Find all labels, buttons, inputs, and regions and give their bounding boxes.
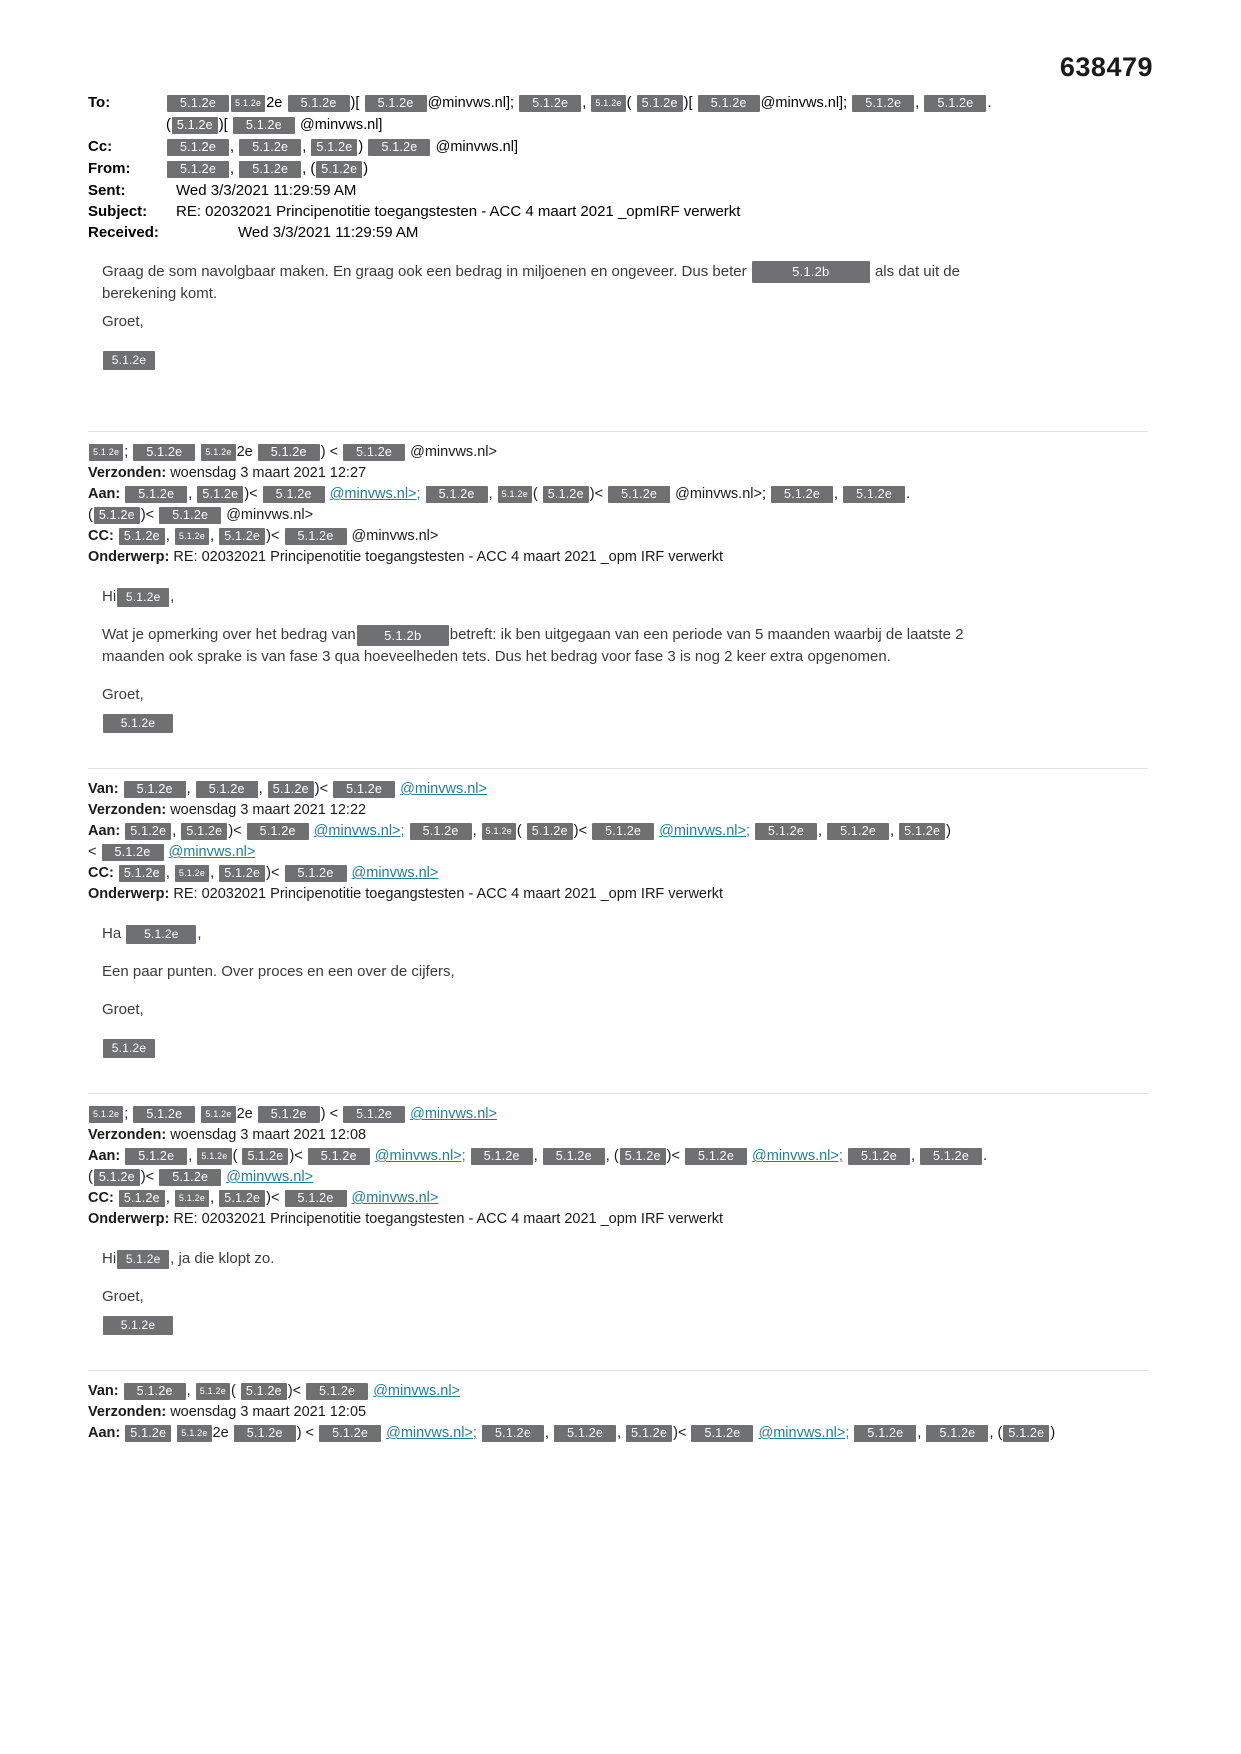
redaction-bar-amount: 5.1.2b [357,625,449,646]
quote3-aan: Aan: 5.1.2e , 5.1.2e ( 5.1.2e )< 5.1.2e @minvws.nl>; 5.1.2e , 5.1.2e , ( 5.1.2e )< 5.1.2e @minvws.nl>; 5.1.2e , 5.1.2e . [88,1148,988,1165]
redaction-bar: 5.1.2e [117,588,169,607]
quote1-cc: CC: 5.1.2e , 5.1.2e , 5.1.2e )< 5.1.2e @minvws.nl> [88,528,439,545]
quote1-aan: Aan: 5.1.2e , 5.1.2e )< 5.1.2e @minvws.nl>; 5.1.2e , 5.1.2e ( 5.1.2e )< 5.1.2e @minvws.nl>; 5.1.2e , 5.1.2e . [88,486,911,503]
redaction-bar: 5.1.2e [288,95,350,112]
to-value-continued: ( 5.1.2e )[ 5.1.2e @minvws.nl] [166,117,383,133]
redaction-bar: 5.1.2e [167,139,229,156]
redaction-bar: 5.1.2e [219,528,265,545]
redaction-bar: 5.1.2e [196,781,258,798]
onderwerp-value: RE: 02032021 Principenotitie toegangstesten - ACC 4 maart 2021 _opm IRF verwerkt [173,1211,724,1228]
quote2-onderwerp [88,884,1148,905]
quote2-mail-1[interactable]: @minvws.nl>; [313,823,405,840]
quote3-hi: Hi [102,1250,117,1268]
quote2-van: Van: 5.1.2e , 5.1.2e , 5.1.2e )< 5.1.2e @minvws.nl> [88,781,487,798]
redaction-bar: 5.1.2e [197,486,243,503]
redaction-bar: 5.1.2e [117,1250,169,1269]
redaction-bar: 5.1.2e [333,781,395,798]
verzonden-label: Verzonden: [88,1404,167,1421]
quote1-p1a: Wat je opmerking over het bedrag van [102,626,356,644]
redaction-bar: 5.1.2e [119,1190,165,1207]
quote3-mail-1[interactable]: @minvws.nl>; [374,1148,466,1165]
redaction-bar: 5.1.2e [626,1425,672,1442]
quote3-greeting-line [102,1248,1148,1270]
redaction-bar: 5.1.2e [771,486,833,503]
redaction-bar: 5.1.2e [119,865,165,882]
header-row-subject [88,201,1148,222]
redaction-bar: 5.1.2e [843,486,905,503]
redaction-bar: 5.1.2e [133,444,195,461]
quote2-greeting-line [102,923,1148,945]
verzonden-label: Verzonden: [88,1127,167,1144]
onderwerp-label: Onderwerp: [88,886,170,903]
message1-paragraph [102,261,1148,305]
quote1-domain: @minvws.nl> [410,444,497,461]
redaction-bar: 5.1.2e [482,1425,544,1442]
quote1-hi: Hi [102,588,117,606]
redaction-bar: 5.1.2e [247,823,309,840]
redaction-bar: 5.1.2e [201,1106,235,1123]
cc-value: 5.1.2e , 5.1.2e , 5.1.2e ) 5.1.2e @minvws.nl] [166,136,1148,158]
header-row-received [88,222,1148,243]
van-label: Van: [88,1383,119,1400]
redaction-bar: 5.1.2e [234,1425,296,1442]
redaction-bar: 5.1.2e [285,865,347,882]
redaction-bar: 5.1.2e [125,1425,171,1442]
redaction-bar: 5.1.2e [519,95,581,112]
redaction-bar: 5.1.2e [306,1383,368,1400]
redaction-bar: 5.1.2e [698,95,760,112]
from-value: 5.1.2e , 5.1.2e , ( 5.1.2e ) [166,158,1148,180]
redaction-bar: 5.1.2e [175,1190,209,1207]
quote4-van: Van: 5.1.2e , 5.1.2e ( 5.1.2e )< 5.1.2e @minvws.nl> [88,1383,461,1400]
redaction-bar: 5.1.2e [181,823,227,840]
to-domain-3: @minvws.nl] [300,117,383,133]
redaction-bar: 5.1.2e [543,1148,605,1165]
to-label: To: [88,94,111,111]
to-domain-2: @minvws.nl]; [760,95,848,111]
redaction-bar: 5.1.2e [89,1106,123,1123]
quote4-mail-2[interactable]: @minvws.nl>; [758,1425,850,1442]
from-label: From: [88,160,131,177]
redaction-bar: 5.1.2e [94,1169,140,1186]
quote1-mail-3: @minvws.nl> [226,507,314,524]
quote2-mail-cc[interactable]: @minvws.nl> [351,865,439,882]
redaction-bar: 5.1.2e [201,444,235,461]
redaction-bar: 5.1.2e [177,1425,211,1442]
redaction-bar: 5.1.2e [755,823,817,840]
verzonden-value: woensdag 3 maart 2021 12:05 [170,1404,367,1421]
redaction-bar: 5.1.2e [592,823,654,840]
redaction-bar: 5.1.2e [124,781,186,798]
message-body-4 [88,1248,1148,1336]
quote4-verzonden [88,1402,1148,1423]
quote4-mail-1[interactable]: @minvws.nl>; [386,1425,477,1442]
redaction-bar: 5.1.2e [219,1190,265,1207]
redaction-bar: 5.1.2e [343,444,405,461]
quote2-domain[interactable]: @minvws.nl> [400,781,487,798]
verzonden-value: woensdag 3 maart 2021 12:27 [170,465,367,482]
divider [88,1093,1148,1094]
redaction-bar: 5.1.2e [368,139,430,156]
redaction-bar: 5.1.2e [197,1148,231,1165]
divider [88,1370,1148,1371]
quote2-greeting: Groet, [102,1001,144,1019]
redaction-bar: 5.1.2e [426,486,488,503]
quote1-p1b: betreft: ik ben uitgegaan van een periode van 5 maanden waarbij de laatste 2 [449,626,964,644]
redaction-bar: 5.1.2e [685,1148,747,1165]
header-row-sent [88,180,1148,201]
quote3-mail-3[interactable]: @minvws.nl> [226,1169,314,1186]
redaction-bar: 5.1.2e [924,95,986,112]
message1-greeting: Groet, [102,313,144,331]
aan-label: Aan: [88,823,121,840]
divider [88,431,1148,432]
aan-label: Aan: [88,1425,121,1442]
redaction-bar-signature: 5.1.2e [103,1316,173,1335]
quote-header-4 [88,1381,1148,1444]
quote3-mail-2[interactable]: @minvws.nl>; [752,1148,843,1165]
subject-label: Subject: [88,203,148,220]
redaction-bar-signature: 5.1.2e [103,351,155,370]
message1-line1b: als dat uit de [874,263,960,280]
redaction-bar: 5.1.2e [126,925,196,944]
quote1-p2: maanden ook sprake is van fase 3 qua hoeveelheden tets. Dus het bedrag voor fase 3 is nog 2 keer extra opgenomen. [102,648,891,666]
quote1-from-line: 5.1.2e ; 5.1.2e 5.1.2e 2e 5.1.2e ) < 5.1.2e @minvws.nl> [88,442,1148,463]
redaction-bar: 5.1.2e [102,844,164,861]
quote2-ha-end: , [197,925,202,943]
quote-header-2 [88,779,1148,905]
verzonden-value: woensdag 3 maart 2021 12:08 [170,1127,367,1144]
quote3-mail-cc[interactable]: @minvws.nl> [351,1190,439,1207]
quote2-mail-2[interactable]: @minvws.nl>; [659,823,750,840]
redaction-bar: 5.1.2e [258,444,320,461]
redaction-bar: 5.1.2e [316,161,362,178]
van-label: Van: [88,781,119,798]
redaction-bar: 5.1.2e [899,823,945,840]
redaction-bar: 5.1.2e [258,1106,320,1123]
sent-label: Sent: [88,182,126,199]
redaction-bar: 5.1.2e [637,95,683,112]
to-value: 5.1.2e 5.1.2e 2e 5.1.2e )[ 5.1.2e @minvws.nl]; 5.1.2e , 5.1.2e ( 5.1.2e )[ 5.1.2e @minvws.nl]; 5.1.2e , 5.1.2e . [166,92,1148,114]
redaction-bar: 5.1.2e [852,95,914,112]
quote1-verzonden [88,463,1148,484]
quote1-greeting-line [102,586,1148,608]
sent-value: Wed 3/3/2021 11:29:59 AM [176,182,357,199]
redaction-bar: 5.1.2e [196,1383,230,1400]
quote1-mail-cc: @minvws.nl> [351,528,439,545]
redaction-bar: 5.1.2e [233,117,295,134]
redaction-bar: 5.1.2e [308,1148,370,1165]
quote-header-3 [88,1104,1148,1230]
received-value: Wed 3/3/2021 11:29:59 AM [238,224,419,241]
redaction-bar: 5.1.2e [172,117,218,134]
redaction-bar: 5.1.2e [119,528,165,545]
quote2-aan: Aan: 5.1.2e , 5.1.2e )< 5.1.2e @minvws.nl>; 5.1.2e , 5.1.2e ( 5.1.2e )< 5.1.2e @minvws.nl>; 5.1.2e , 5.1.2e , 5.1.2e ) [88,823,951,840]
email-content [88,92,1148,1444]
redaction-bar: 5.1.2e [231,95,265,112]
redaction-bar: 5.1.2e [242,1148,288,1165]
redaction-bar: 5.1.2e [263,486,325,503]
quote1-aan-continued: ( 5.1.2e )< 5.1.2e @minvws.nl> [88,507,314,524]
cc-domain: @minvws.nl] [435,139,518,155]
quote3-domain[interactable]: @minvws.nl> [410,1106,497,1123]
redaction-bar: 5.1.2e [591,95,625,112]
redaction-bar: 5.1.2e [125,486,187,503]
redaction-bar: 5.1.2e [167,95,229,112]
redaction-bar: 5.1.2e [620,1148,666,1165]
quote4-domain[interactable]: @minvws.nl> [373,1383,461,1400]
redaction-bar: 5.1.2e [608,486,670,503]
quote3-aan-continued: ( 5.1.2e )< 5.1.2e @minvws.nl> [88,1169,314,1186]
redaction-bar: 5.1.2e [239,161,301,178]
header-row-from [88,158,1148,180]
quote1-onderwerp [88,547,1148,568]
verzonden-label: Verzonden: [88,802,167,819]
quote3-greeting: Groet, [102,1288,144,1306]
redaction-bar: 5.1.2e [241,1383,287,1400]
redaction-bar: 5.1.2e [311,139,357,156]
redaction-bar: 5.1.2e [365,95,427,112]
redaction-bar: 5.1.2e [343,1106,405,1123]
cc-label: Cc: [88,138,113,155]
header-row-cc [88,136,1148,158]
aan-label: Aan: [88,486,121,503]
redaction-bar: 5.1.2e [498,486,532,503]
redaction-bar: 5.1.2e [285,528,347,545]
divider [88,768,1148,769]
quote2-aan-continued: < 5.1.2e @minvws.nl> [88,844,256,861]
redaction-bar: 5.1.2e [125,823,171,840]
cc-label: CC: [88,865,114,882]
quote-header-1 [88,442,1148,568]
message-body-2 [88,586,1148,734]
redaction-bar: 5.1.2e [94,507,140,524]
redaction-bar: 5.1.2e [167,161,229,178]
quote2-verzonden [88,800,1148,821]
header-row-to [88,92,1148,114]
redaction-bar: 5.1.2e [285,1190,347,1207]
redaction-bar: 5.1.2e [920,1148,982,1165]
cc-label: CC: [88,1190,114,1207]
quote3-cc: CC: 5.1.2e , 5.1.2e , 5.1.2e )< 5.1.2e @minvws.nl> [88,1190,439,1207]
redaction-bar: 5.1.2e [89,444,123,461]
redaction-bar: 5.1.2e [527,823,573,840]
message1-line1a: Graag de som navolgbaar maken. En graag ook een bedrag in miljoenen en ongeveer. Dus beter [102,263,747,280]
subject-value: RE: 02032021 Principenotitie toegangstesten - ACC 4 maart 2021 _opmIRF verwerkt [176,203,741,220]
onderwerp-value: RE: 02032021 Principenotitie toegangstesten - ACC 4 maart 2021 _opm IRF verwerkt [173,549,724,566]
redaction-bar: 5.1.2e [848,1148,910,1165]
email-header [88,92,1148,243]
redaction-bar: 5.1.2e [175,865,209,882]
quote1-greeting: Groet, [102,686,144,704]
redaction-bar: 5.1.2e [482,823,516,840]
onderwerp-label: Onderwerp: [88,1211,170,1228]
verzonden-label: Verzonden: [88,465,167,482]
redaction-bar: 5.1.2e [691,1425,753,1442]
redaction-bar: 5.1.2e [854,1425,916,1442]
quote1-paragraph [102,624,1148,668]
quote1-mail-1[interactable]: @minvws.nl>; [329,486,421,503]
redaction-bar: 5.1.2e [319,1425,381,1442]
redaction-bar: 5.1.2e [1003,1425,1049,1442]
quote2-cc: CC: 5.1.2e , 5.1.2e , 5.1.2e )< 5.1.2e @minvws.nl> [88,865,439,882]
received-label: Received: [88,224,159,241]
redaction-bar: 5.1.2e [239,139,301,156]
redaction-bar-signature: 5.1.2e [103,1039,155,1058]
redaction-bar: 5.1.2e [471,1148,533,1165]
redaction-bar: 5.1.2e [926,1425,988,1442]
redaction-bar-amount: 5.1.2b [752,261,870,283]
redaction-bar: 5.1.2e [543,486,589,503]
quote1-hi-end: , [170,588,175,606]
cc-label: CC: [88,528,114,545]
redaction-bar: 5.1.2e [827,823,889,840]
redaction-bar: 5.1.2e [175,528,209,545]
quote3-onderwerp [88,1209,1148,1230]
quote2-mail-3[interactable]: @minvws.nl> [168,844,256,861]
message1-line2: berekening komt. [102,285,218,303]
quote1-mail-2: @minvws.nl>; [675,486,766,503]
redaction-bar: 5.1.2e [268,781,314,798]
quote2-p1: Een paar punten. Over proces en een over de cijfers, [102,963,455,981]
redaction-bar: 5.1.2e [554,1425,616,1442]
redaction-bar: 5.1.2e [159,1169,221,1186]
to-domain-1: @minvws.nl]; [427,95,515,111]
redaction-bar-signature: 5.1.2e [103,714,173,733]
redaction-bar: 5.1.2e [410,823,472,840]
verzonden-value: woensdag 3 maart 2021 12:22 [170,802,367,819]
document-number: 638479 [1059,52,1153,82]
redaction-bar: 5.1.2e [219,865,265,882]
redaction-bar: 5.1.2e [133,1106,195,1123]
message-body-3 [88,923,1148,1059]
quote3-from-line: 5.1.2e ; 5.1.2e 5.1.2e 2e 5.1.2e ) < 5.1.2e @minvws.nl> [88,1104,1148,1125]
aan-label: Aan: [88,1148,121,1165]
redaction-bar: 5.1.2e [159,507,221,524]
quote2-ha: Ha [102,925,122,943]
quote4-aan: Aan: 5.1.2e 5.1.2e 2e 5.1.2e ) < 5.1.2e @minvws.nl>; 5.1.2e , 5.1.2e , 5.1.2e )< 5.1.2e @minvws.nl>; 5.1.2e , 5.1.2e , ( 5.1.2e ) [88,1425,1056,1442]
quote3-hi-end: , ja die klopt zo. [170,1250,275,1268]
quote3-verzonden [88,1125,1148,1146]
redaction-bar: 5.1.2e [125,1148,187,1165]
onderwerp-label: Onderwerp: [88,549,170,566]
message-body-1 [88,261,1148,371]
onderwerp-value: RE: 02032021 Principenotitie toegangstesten - ACC 4 maart 2021 _opm IRF verwerkt [173,886,724,903]
redaction-bar: 5.1.2e [124,1383,186,1400]
